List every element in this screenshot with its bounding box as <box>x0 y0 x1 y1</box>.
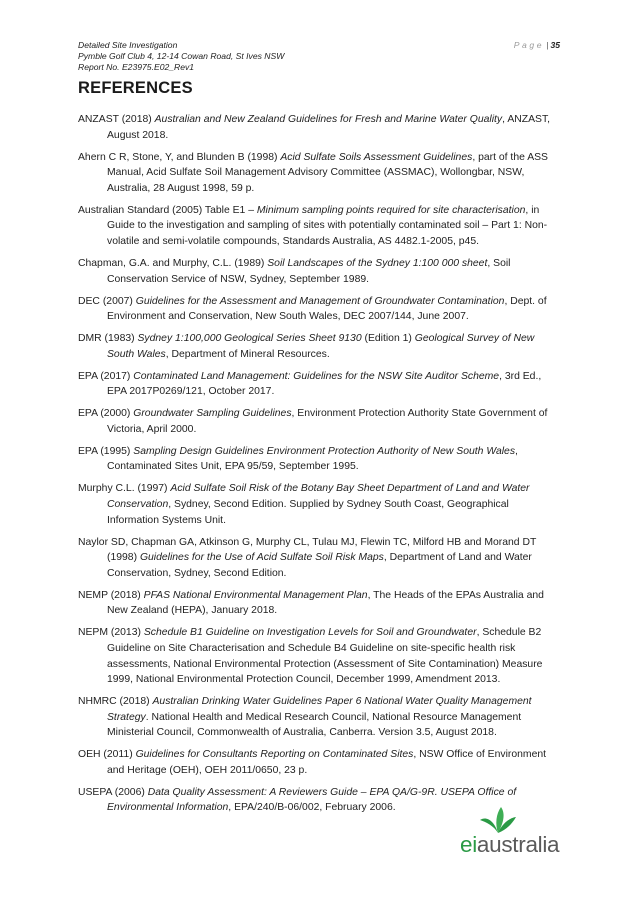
header-site-address: Pymble Golf Club 4, 12-14 Cowan Road, St Ives NSW <box>78 51 285 61</box>
reference-item: OEH (2011) Guidelines for Consultants Reporting on Contaminated Sites, NSW Office of Environment and Heritage (OEH), OEH 2011/0650, 23 p. <box>78 749 547 776</box>
reference-item: Murphy C.L. (1997) Acid Sulfate Soil Risk of the Botany Bay Sheet Department of Land and Water Conservation, Sydney, Second Edition. Supplied by Sydney South Coast, Geographical Information Systems Unit. <box>78 483 530 526</box>
reference-item: DMR (1983) Sydney 1:100,000 Geological Series Sheet 9130 (Edition 1) Geological Survey of New South Wales, Department of Mineral Resources. <box>78 333 535 360</box>
reference-item: NEMP (2018) PFAS National Environmental Management Plan, The Heads of the EPAs Australia and New Zealand (HEPA), January 2018. <box>78 589 544 617</box>
reference-item: Australian Standard (2005) Table E1 – Minimum sampling points required for site characterisation, in Guide to the investigation and sampling of sites with potentially contaminated soil – Part 1: Non-volatile and semi-volatile compounds, Standards Australia, AS 4482.1-2005, p45. <box>78 204 548 247</box>
reference-item: ANZAST (2018) Australian and New Zealand Guidelines for Fresh and Marine Water Quality, ANZAST, August 2018. <box>78 114 551 141</box>
reference-item: Chapman, G.A. and Murphy, C.L. (1989) Soil Landscapes of the Sydney 1:100 000 sheet, Soil Conservation Service of NSW, Sydney, September 1989. <box>78 257 511 285</box>
reference-item: USEPA (2006) Data Quality Assessment: A Reviewers Guide – EPA QA/G-9R. USEPA Office of Environmental Information, EPA/240/B-06/002, February 2006. <box>78 786 517 814</box>
reference-item: Naylor SD, Chapman GA, Atkinson G, Murphy CL, Tulau MJ, Flewin TC, Milford HB and Morand DT (1998) Guidelines for the Use of Acid Sulfate Soil Risk Maps, Department of Land and Water Conservation, Sydney, Second Edition. <box>78 536 537 579</box>
header-report-number: Report No. E23975.E02_Rev1 <box>78 62 195 72</box>
reference-item: EPA (2000) Groundwater Sampling Guidelines, Environment Protection Authority State Government of Victoria, April 2000. <box>78 408 548 435</box>
logo-wordmark: eiaustralia <box>460 832 560 857</box>
reference-list <box>78 112 562 822</box>
reference-item: NEPM (2013) Schedule B1 Guideline on Investigation Levels for Soil and Groundwater, Schedule B2 Guideline on Site Characterisation and Schedule B4 Guideline on site-specific health risk assessments, National Environmental Protection (Assessment of Site Contamination) Measure 1999, National Environmental Protection Council, December 1999, Amendment 2013. <box>78 627 543 686</box>
page-number-block <box>514 40 560 51</box>
page-header <box>78 40 560 73</box>
leaf-icon <box>478 806 518 834</box>
eiaustralia-logo <box>460 806 564 862</box>
reference-item: EPA (1995) Sampling Design Guidelines Environment Protection Authority of New South Wales, Contaminated Sites Unit, EPA 95/59, September 1995. <box>78 445 518 473</box>
page-number: 35 <box>550 40 560 50</box>
reference-item: DEC (2007) Guidelines for the Assessment and Management of Groundwater Contamination, Dept. of Environment and Conservation, New South Wales, DEC 2007/144, June 2007. <box>78 295 547 323</box>
page-label: Page <box>513 40 545 50</box>
header-document-title: Detailed Site Investigation <box>78 40 178 50</box>
reference-item: Ahern C R, Stone, Y, and Blunden B (1998) Acid Sulfate Soils Assessment Guidelines, part of the ASS Manual, Acid Sulfate Soil Management Advisory Committee (ASSMAC), Wollongbar, NSW, Australia, 28 August 1998, 59 p. <box>78 151 548 194</box>
reference-item: EPA (2017) Contaminated Land Management: Guidelines for the NSW Site Auditor Scheme, 3rd Ed., EPA 2017P0269/121, October 2017. <box>78 370 542 398</box>
section-title: REFERENCES <box>78 79 193 97</box>
page-separator: | <box>546 40 549 50</box>
reference-item: NHMRC (2018) Australian Drinking Water Guidelines Paper 6 National Water Quality Management Strategy. National Health and Medical Research Council, National Resource Management Ministerial Council, Commonwealth of Australia, Canberra. Version 3.5, August 2018. <box>78 696 532 739</box>
